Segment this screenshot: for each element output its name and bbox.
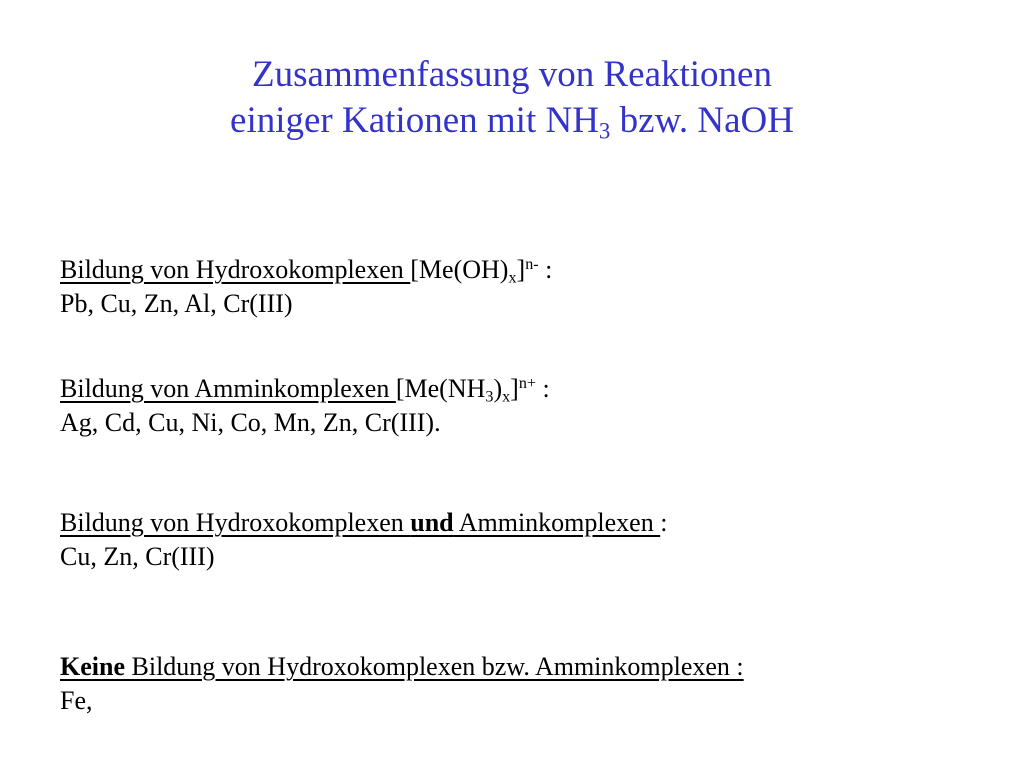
title-line-2-text: einiger Kationen mit NH bbox=[230, 100, 599, 141]
no-complexes-heading bbox=[60, 650, 744, 684]
both-complexes-section bbox=[60, 506, 667, 574]
hydroxo-heading bbox=[60, 253, 552, 287]
ammine-heading-label: Bildung von Amminkomplexen bbox=[60, 374, 396, 403]
title-line-1: Zusammenfassung von Reaktionen bbox=[252, 54, 772, 95]
hydroxo-heading-label: Bildung von Hydroxokomplexen bbox=[60, 255, 411, 284]
ammine-ions: Ag, Cd, Cu, Ni, Co, Mn, Zn, Cr(III). bbox=[60, 408, 441, 437]
no-complexes-ions: Fe, bbox=[60, 686, 93, 715]
ammine-formula bbox=[395, 374, 536, 406]
hydroxo-colon: : bbox=[538, 255, 553, 284]
hydroxo-formula-bracket: ] bbox=[516, 255, 526, 284]
hydroxo-formula-subscript: x bbox=[508, 269, 517, 287]
ammine-heading bbox=[60, 372, 550, 406]
ammine-colon: : bbox=[535, 374, 550, 403]
hydroxo-ions: Pb, Cu, Zn, Al, Cr(III) bbox=[60, 289, 293, 318]
title-line-2-rest: bzw. NaOH bbox=[610, 100, 794, 141]
both-heading-underlined bbox=[60, 508, 660, 537]
ammine-formula-subscript-1: 3 bbox=[485, 388, 494, 406]
hydroxo-complexes-section bbox=[60, 253, 552, 321]
hydroxo-formula-base: [Me(OH) bbox=[410, 255, 509, 284]
ammine-complexes-section bbox=[60, 372, 550, 440]
no-complexes-section bbox=[60, 650, 744, 718]
hydroxo-formula-charge: n- bbox=[525, 256, 539, 274]
title-subscript: 3 bbox=[598, 118, 611, 144]
hydroxo-formula bbox=[410, 255, 539, 287]
title-line-2 bbox=[0, 98, 1024, 144]
no-complexes-heading-rest: Bildung von Hydroxokomplexen bzw. Amminkomplexen : bbox=[125, 652, 744, 681]
slide-title bbox=[0, 52, 1024, 144]
ammine-formula-paren: ) bbox=[493, 374, 503, 403]
both-heading-part-2: Amminkomplexen bbox=[453, 508, 661, 537]
both-ions: Cu, Zn, Cr(III) bbox=[60, 542, 215, 571]
ammine-formula-charge: n+ bbox=[518, 375, 536, 393]
ammine-formula-base: [Me(NH bbox=[395, 374, 486, 403]
ammine-formula-subscript-2: x bbox=[502, 388, 511, 406]
both-heading-bold: und bbox=[410, 508, 454, 537]
both-heading-part-1: Bildung von Hydroxokomplexen bbox=[60, 508, 411, 537]
no-complexes-heading-bold: Keine bbox=[60, 652, 125, 681]
both-heading bbox=[60, 506, 667, 540]
ammine-formula-bracket: ] bbox=[510, 374, 519, 403]
both-colon: : bbox=[660, 508, 668, 537]
